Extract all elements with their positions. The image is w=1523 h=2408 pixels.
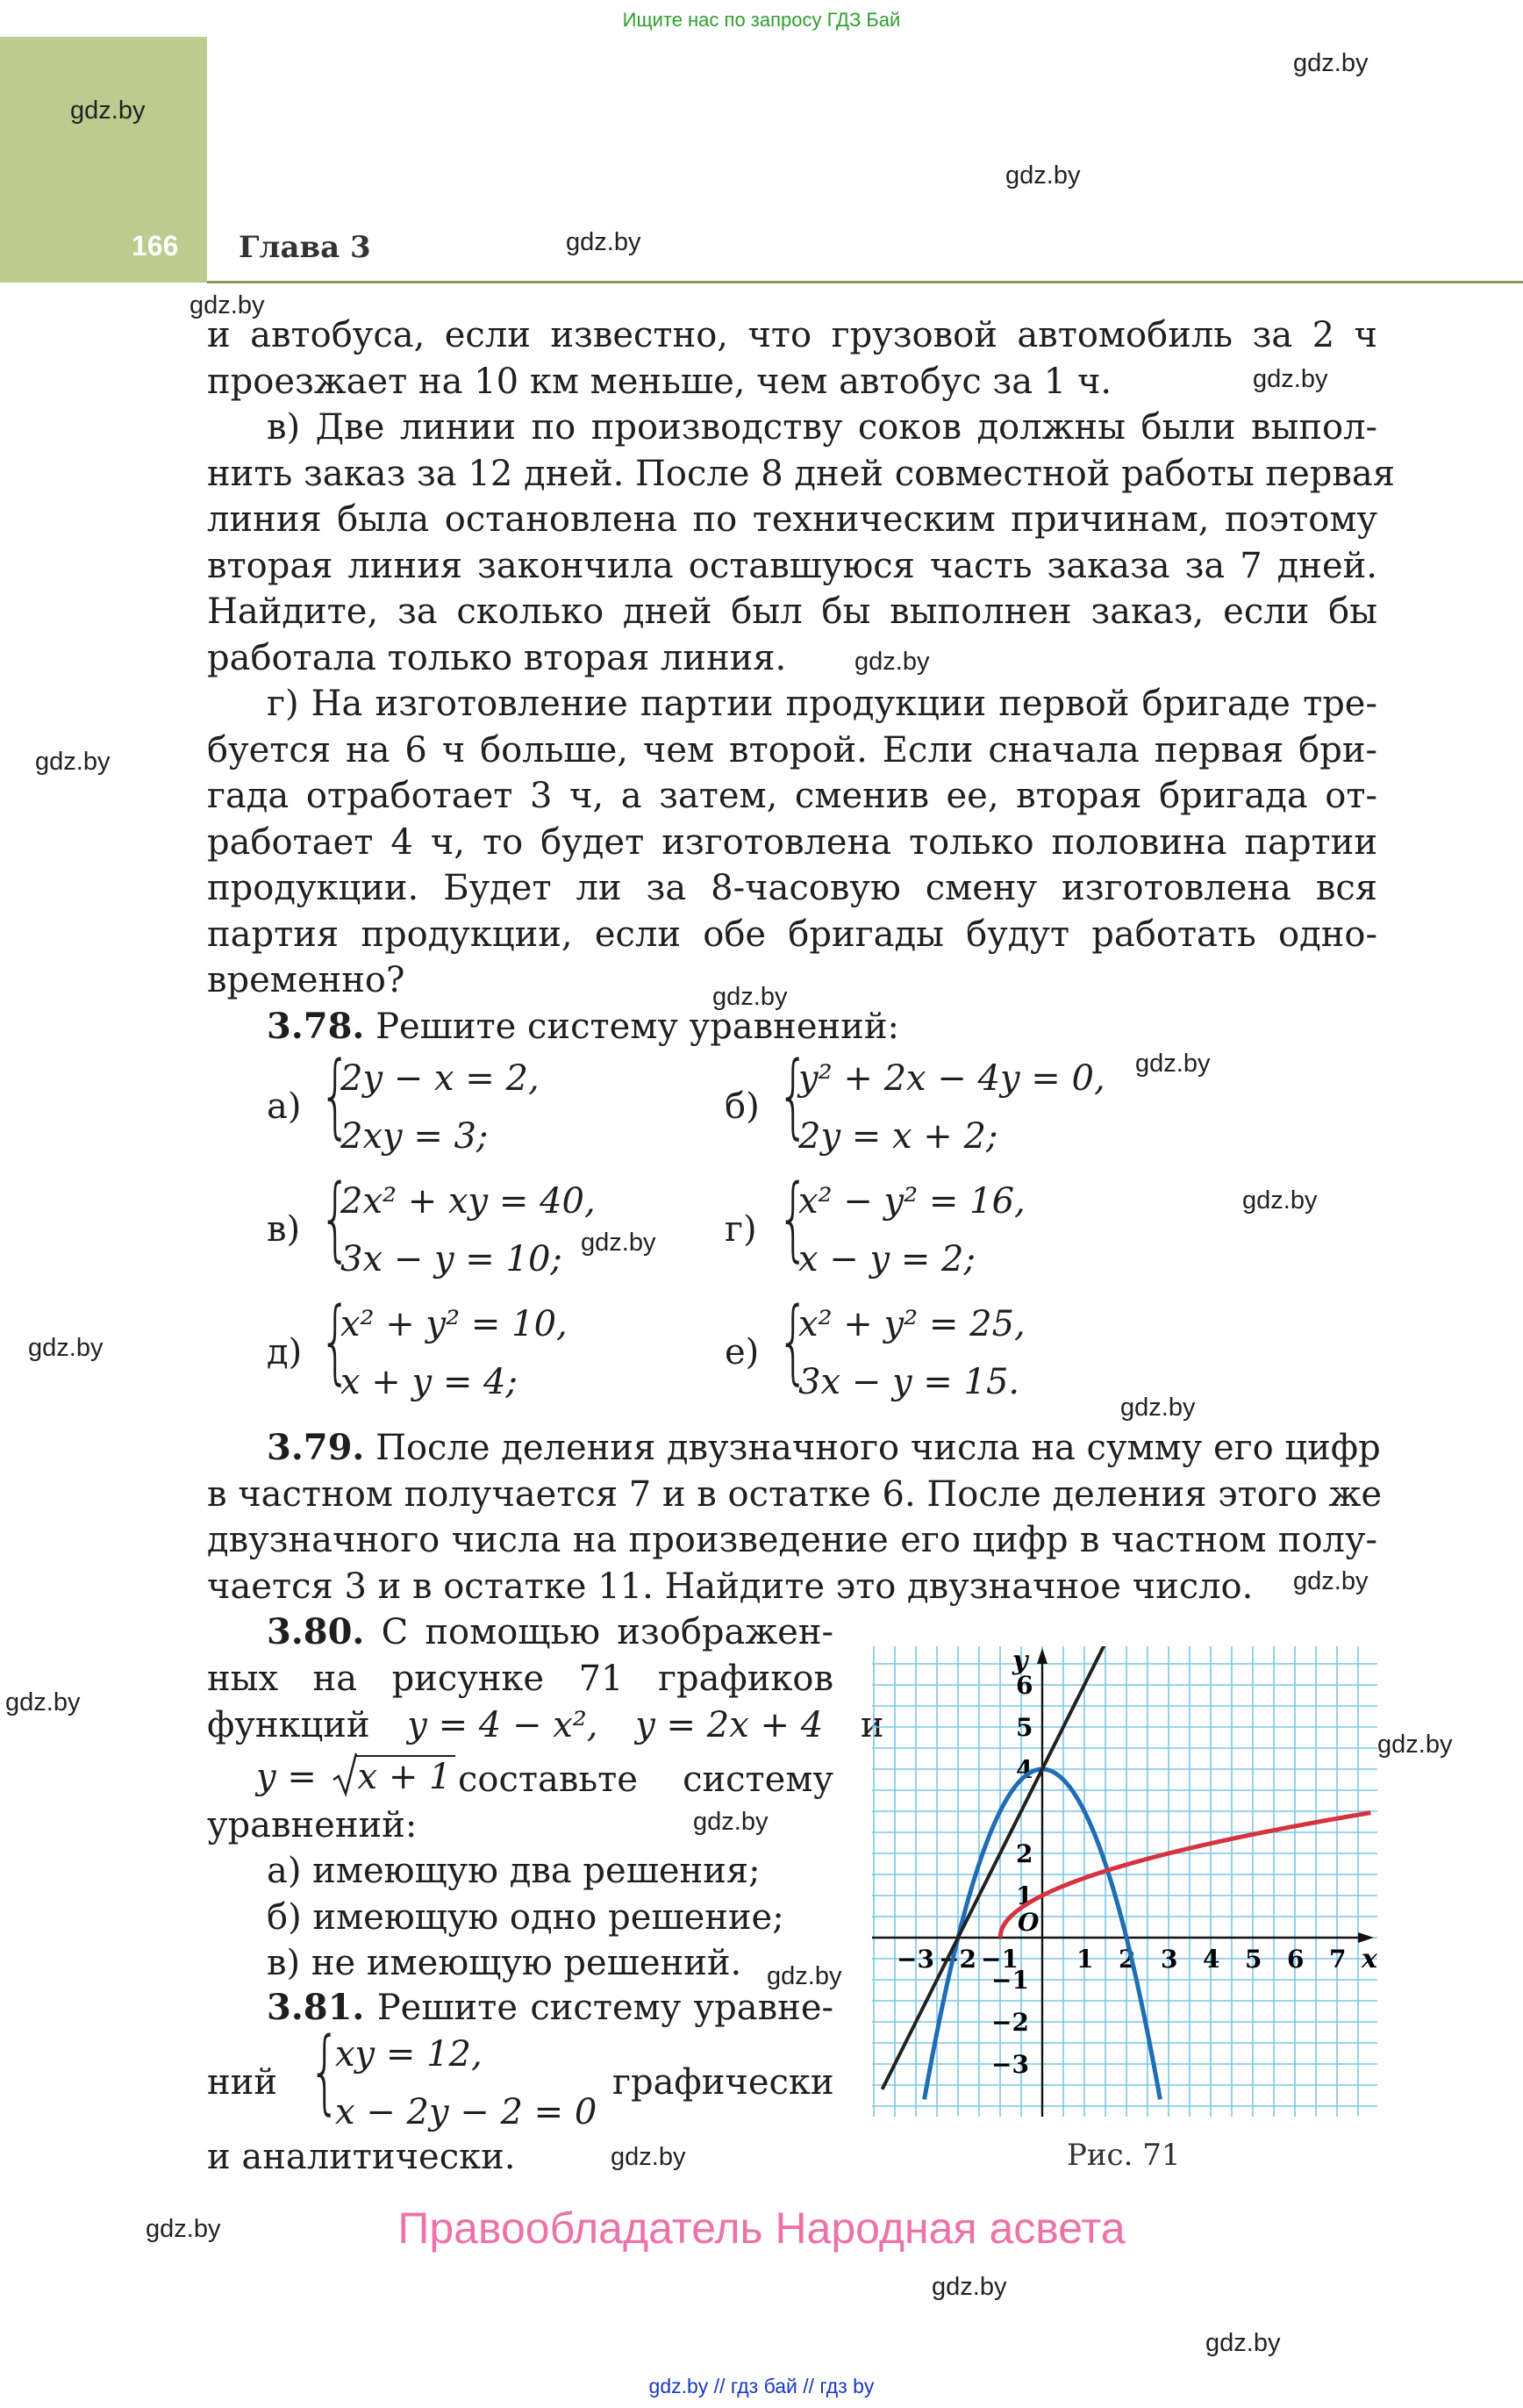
equation: y² + 2x − 4y = 0, bbox=[798, 1058, 1105, 1099]
y-axis-arrow bbox=[1037, 1648, 1048, 1664]
list-item: б) имеющую одно решение; bbox=[267, 1896, 784, 1938]
function-3 bbox=[256, 1757, 455, 1797]
text-line: двузначного числа на произведение его цифр в частном полу- bbox=[207, 1520, 1377, 1560]
watermark: gdz.by bbox=[767, 1962, 842, 1990]
top-banner: Ищите нас по запросу ГДЗ Бай bbox=[622, 9, 901, 31]
x-tick-label: 1 bbox=[1076, 1945, 1094, 1974]
watermark: gdz.by bbox=[566, 228, 641, 256]
equation: 3x − y = 15. bbox=[798, 1362, 1020, 1402]
watermark: gdz.by bbox=[5, 1688, 81, 1716]
text-line: буется на 6 ч больше, чем второй. Если сначала первая бри- bbox=[207, 729, 1377, 770]
equation: 2xy = 3; bbox=[340, 1116, 489, 1157]
system-equations bbox=[798, 1172, 1026, 1288]
watermark: gdz.by bbox=[1135, 1050, 1211, 1078]
text-line: в) Две линии по производству соков должны были выпол- bbox=[267, 407, 1377, 448]
text-line: нить заказ за 12 дней. После 8 дней совместной работы первая bbox=[207, 453, 1395, 494]
x-tick-label: 3 bbox=[1161, 1945, 1178, 1974]
exercise-text: Решите систему уравнений: bbox=[375, 1007, 899, 1047]
system-brace: { bbox=[319, 1165, 352, 1272]
y-tick-label: 2 bbox=[1016, 1839, 1033, 1868]
text-line bbox=[207, 1425, 1381, 1472]
equation: x − 2y − 2 = 0 bbox=[335, 2092, 597, 2132]
watermark: gdz.by bbox=[693, 1808, 769, 1836]
exercise-number: 3.78. bbox=[267, 1006, 365, 1047]
system-label: д) bbox=[267, 1332, 303, 1372]
ex380-line4 bbox=[458, 1757, 833, 1803]
list-item: а) имеющую два решения; bbox=[267, 1851, 761, 1891]
x-tick-label: 2 bbox=[1119, 1945, 1136, 1974]
exercise-number: 3.79. bbox=[267, 1427, 365, 1468]
origin-label: O bbox=[1018, 1908, 1040, 1937]
rights-holder-note: Правообладатель Народная асвета bbox=[397, 2204, 1126, 2253]
sqrt-curve bbox=[1000, 1813, 1370, 1938]
system-equations bbox=[340, 1295, 568, 1411]
watermark: gdz.by bbox=[581, 1229, 656, 1257]
equation: 3x − y = 10; bbox=[340, 1239, 562, 1279]
function-1: y = 4 − x², bbox=[407, 1705, 598, 1745]
watermark: gdz.by bbox=[35, 748, 111, 776]
system-brace: { bbox=[319, 1042, 352, 1149]
equation: x + y = 4; bbox=[340, 1362, 518, 1402]
sqrt-radicand: x + 1 bbox=[354, 1755, 455, 1797]
system-label: е) bbox=[725, 1332, 760, 1372]
ex380-paragraph bbox=[207, 1609, 833, 1702]
function-3-lhs: y = bbox=[256, 1757, 317, 1797]
system-brace: { bbox=[777, 1287, 810, 1394]
text-line: продукции. Будет ли за 8-часовую смену изготовлена вся bbox=[207, 868, 1377, 908]
y-tick-label: 4 bbox=[1016, 1755, 1033, 1784]
exercise-number: 3.80. bbox=[267, 1611, 365, 1652]
watermark: gdz.by bbox=[611, 2143, 686, 2171]
equation: x² + y² = 10, bbox=[340, 1304, 568, 1344]
x-tick-label: 4 bbox=[1203, 1945, 1220, 1974]
equation: 2x² + xy = 40, bbox=[340, 1181, 596, 1222]
system-equations bbox=[340, 1172, 596, 1288]
system-brace: { bbox=[309, 2017, 341, 2125]
watermark: gdz.by bbox=[189, 291, 265, 319]
ex380-functions-line bbox=[207, 1702, 884, 1749]
text-line: и автобуса, если известно, что грузовой автомобиль за 2 ч bbox=[207, 315, 1377, 355]
watermark: gdz.by bbox=[932, 2273, 1007, 2301]
y-tick-label: 5 bbox=[1016, 1713, 1033, 1742]
watermark: gdz.by bbox=[1377, 1731, 1453, 1759]
x-tick-label: 6 bbox=[1287, 1945, 1305, 1974]
equation: x² − y² = 16, bbox=[798, 1181, 1026, 1222]
system-label: г) bbox=[725, 1209, 757, 1250]
system-label: б) bbox=[725, 1086, 760, 1127]
watermark: gdz.by bbox=[1205, 2329, 1281, 2357]
text-line: ных на рисунке 71 графиков bbox=[207, 1658, 833, 1699]
text-line: партия продукции, если обе бригады будут работать одно- bbox=[207, 914, 1377, 955]
y-tick-label: −3 bbox=[991, 2050, 1029, 2079]
bottom-banner: gdz.by // гдз бай // гдз by bbox=[648, 2375, 875, 2397]
part-g-paragraph bbox=[207, 681, 1377, 1004]
figure-71-graph bbox=[872, 1646, 1377, 2117]
watermark: gdz.by bbox=[1293, 49, 1369, 77]
text-line: чается 3 и в остатке 11. Найдите это двузначное число. bbox=[207, 1566, 1254, 1607]
watermark: gdz.by bbox=[28, 1334, 104, 1362]
x-tick-label: −1 bbox=[981, 1945, 1019, 1974]
text-line: гада отработает 3 ч, а затем, сменив ее, вторая бригада от- bbox=[207, 776, 1377, 816]
system-equations bbox=[798, 1295, 1026, 1411]
text-word: и bbox=[860, 1705, 884, 1745]
text-word: графически bbox=[612, 2062, 834, 2103]
text-line: проезжает на 10 км меньше, чем автобус за 1 ч. bbox=[207, 361, 1112, 402]
sqrt-expression bbox=[332, 1757, 455, 1797]
watermark: gdz.by bbox=[854, 648, 930, 676]
exercise-text: С помощью изображен- bbox=[381, 1612, 834, 1652]
watermark: gdz.by bbox=[1120, 1394, 1196, 1422]
equation: 2y − x = 2, bbox=[340, 1058, 540, 1099]
exercise-text: Решите систему уравне- bbox=[376, 1988, 834, 2028]
equation: xy = 12, bbox=[335, 2034, 483, 2075]
watermark: gdz.by bbox=[70, 97, 146, 125]
exercise-text: После деления двузначного числа на сумму его цифр bbox=[375, 1428, 1381, 1468]
text-line: временно? bbox=[207, 960, 405, 1000]
system-label: а) bbox=[267, 1086, 302, 1127]
text-line: и аналитически. bbox=[207, 2137, 516, 2177]
ex380-items bbox=[267, 1848, 784, 1987]
ex380-line5: уравнений: bbox=[207, 1805, 418, 1845]
y-tick-label: −2 bbox=[991, 2008, 1029, 2037]
text-line: Найдите, за сколько дней был бы выполнен заказ, если бы bbox=[207, 591, 1377, 632]
page-number: 166 bbox=[132, 230, 179, 262]
function-2: y = 2x + 4 bbox=[635, 1705, 824, 1745]
system-brace: { bbox=[777, 1165, 810, 1272]
ex381-heading bbox=[207, 1985, 833, 2032]
y-tick-label: −1 bbox=[991, 1966, 1029, 1995]
y-tick-label: 6 bbox=[1016, 1671, 1033, 1700]
exercise-number: 3.81. bbox=[267, 1987, 365, 2028]
y-axis-label: y bbox=[1012, 1646, 1028, 1676]
text-line: вторая линия закончила оставшуюся часть заказа за 7 дней. bbox=[207, 545, 1377, 586]
system-equations bbox=[798, 1050, 1105, 1165]
text-line bbox=[207, 1985, 833, 2032]
equation: x² + y² = 25, bbox=[798, 1304, 1026, 1344]
x-tick-label: −3 bbox=[897, 1945, 934, 1974]
ex379-paragraph bbox=[207, 1425, 1383, 1609]
x-axis-arrow bbox=[1358, 1932, 1374, 1943]
watermark: gdz.by bbox=[146, 2215, 221, 2243]
watermark: gdz.by bbox=[1293, 1567, 1369, 1595]
list-item: в) не имеющую решений. bbox=[267, 1943, 742, 1983]
text-line: работала только вторая линия. bbox=[207, 637, 787, 678]
text-line: в частном получается 7 и в остатке 6. После деления этого же bbox=[207, 1473, 1383, 1515]
watermark: gdz.by bbox=[1253, 365, 1328, 393]
system-equations bbox=[335, 2025, 597, 2141]
text-line: работает 4 ч, то будет изготовлена только половина партии bbox=[207, 821, 1377, 863]
text-line: составьте систему bbox=[458, 1759, 833, 1800]
system-label: в) bbox=[267, 1209, 301, 1250]
text-line: линия была остановлена по техническим причинам, поэтому bbox=[207, 499, 1377, 540]
text-line bbox=[207, 1609, 833, 1656]
header-rule bbox=[207, 281, 1523, 283]
sqrt-sign-icon bbox=[332, 1752, 358, 1799]
figure-caption: Рис. 71 bbox=[1067, 2138, 1181, 2173]
x-tick-label: −2 bbox=[939, 1945, 976, 1974]
text-word: ний bbox=[207, 2062, 277, 2103]
system-brace: { bbox=[777, 1042, 810, 1149]
intro-paragraph bbox=[207, 312, 1377, 405]
x-axis-label: x bbox=[1362, 1944, 1377, 1974]
chapter-title: Глава 3 bbox=[239, 230, 371, 265]
x-tick-label: 5 bbox=[1245, 1945, 1262, 1974]
equation: x − y = 2; bbox=[798, 1239, 976, 1279]
part-v-paragraph bbox=[207, 405, 1395, 681]
text-word: функций bbox=[207, 1705, 370, 1745]
x-tick-label: 7 bbox=[1329, 1945, 1347, 1974]
watermark: gdz.by bbox=[1242, 1186, 1318, 1215]
system-equations bbox=[340, 1050, 540, 1165]
watermark: gdz.by bbox=[712, 983, 788, 1011]
system-brace: { bbox=[319, 1287, 352, 1394]
y-tick-label: 1 bbox=[1016, 1881, 1033, 1910]
watermark: gdz.by bbox=[1005, 161, 1081, 190]
text-line: г) На изготовление партии продукции первой бригаде тре- bbox=[267, 684, 1377, 724]
equation: 2y = x + 2; bbox=[798, 1116, 998, 1157]
